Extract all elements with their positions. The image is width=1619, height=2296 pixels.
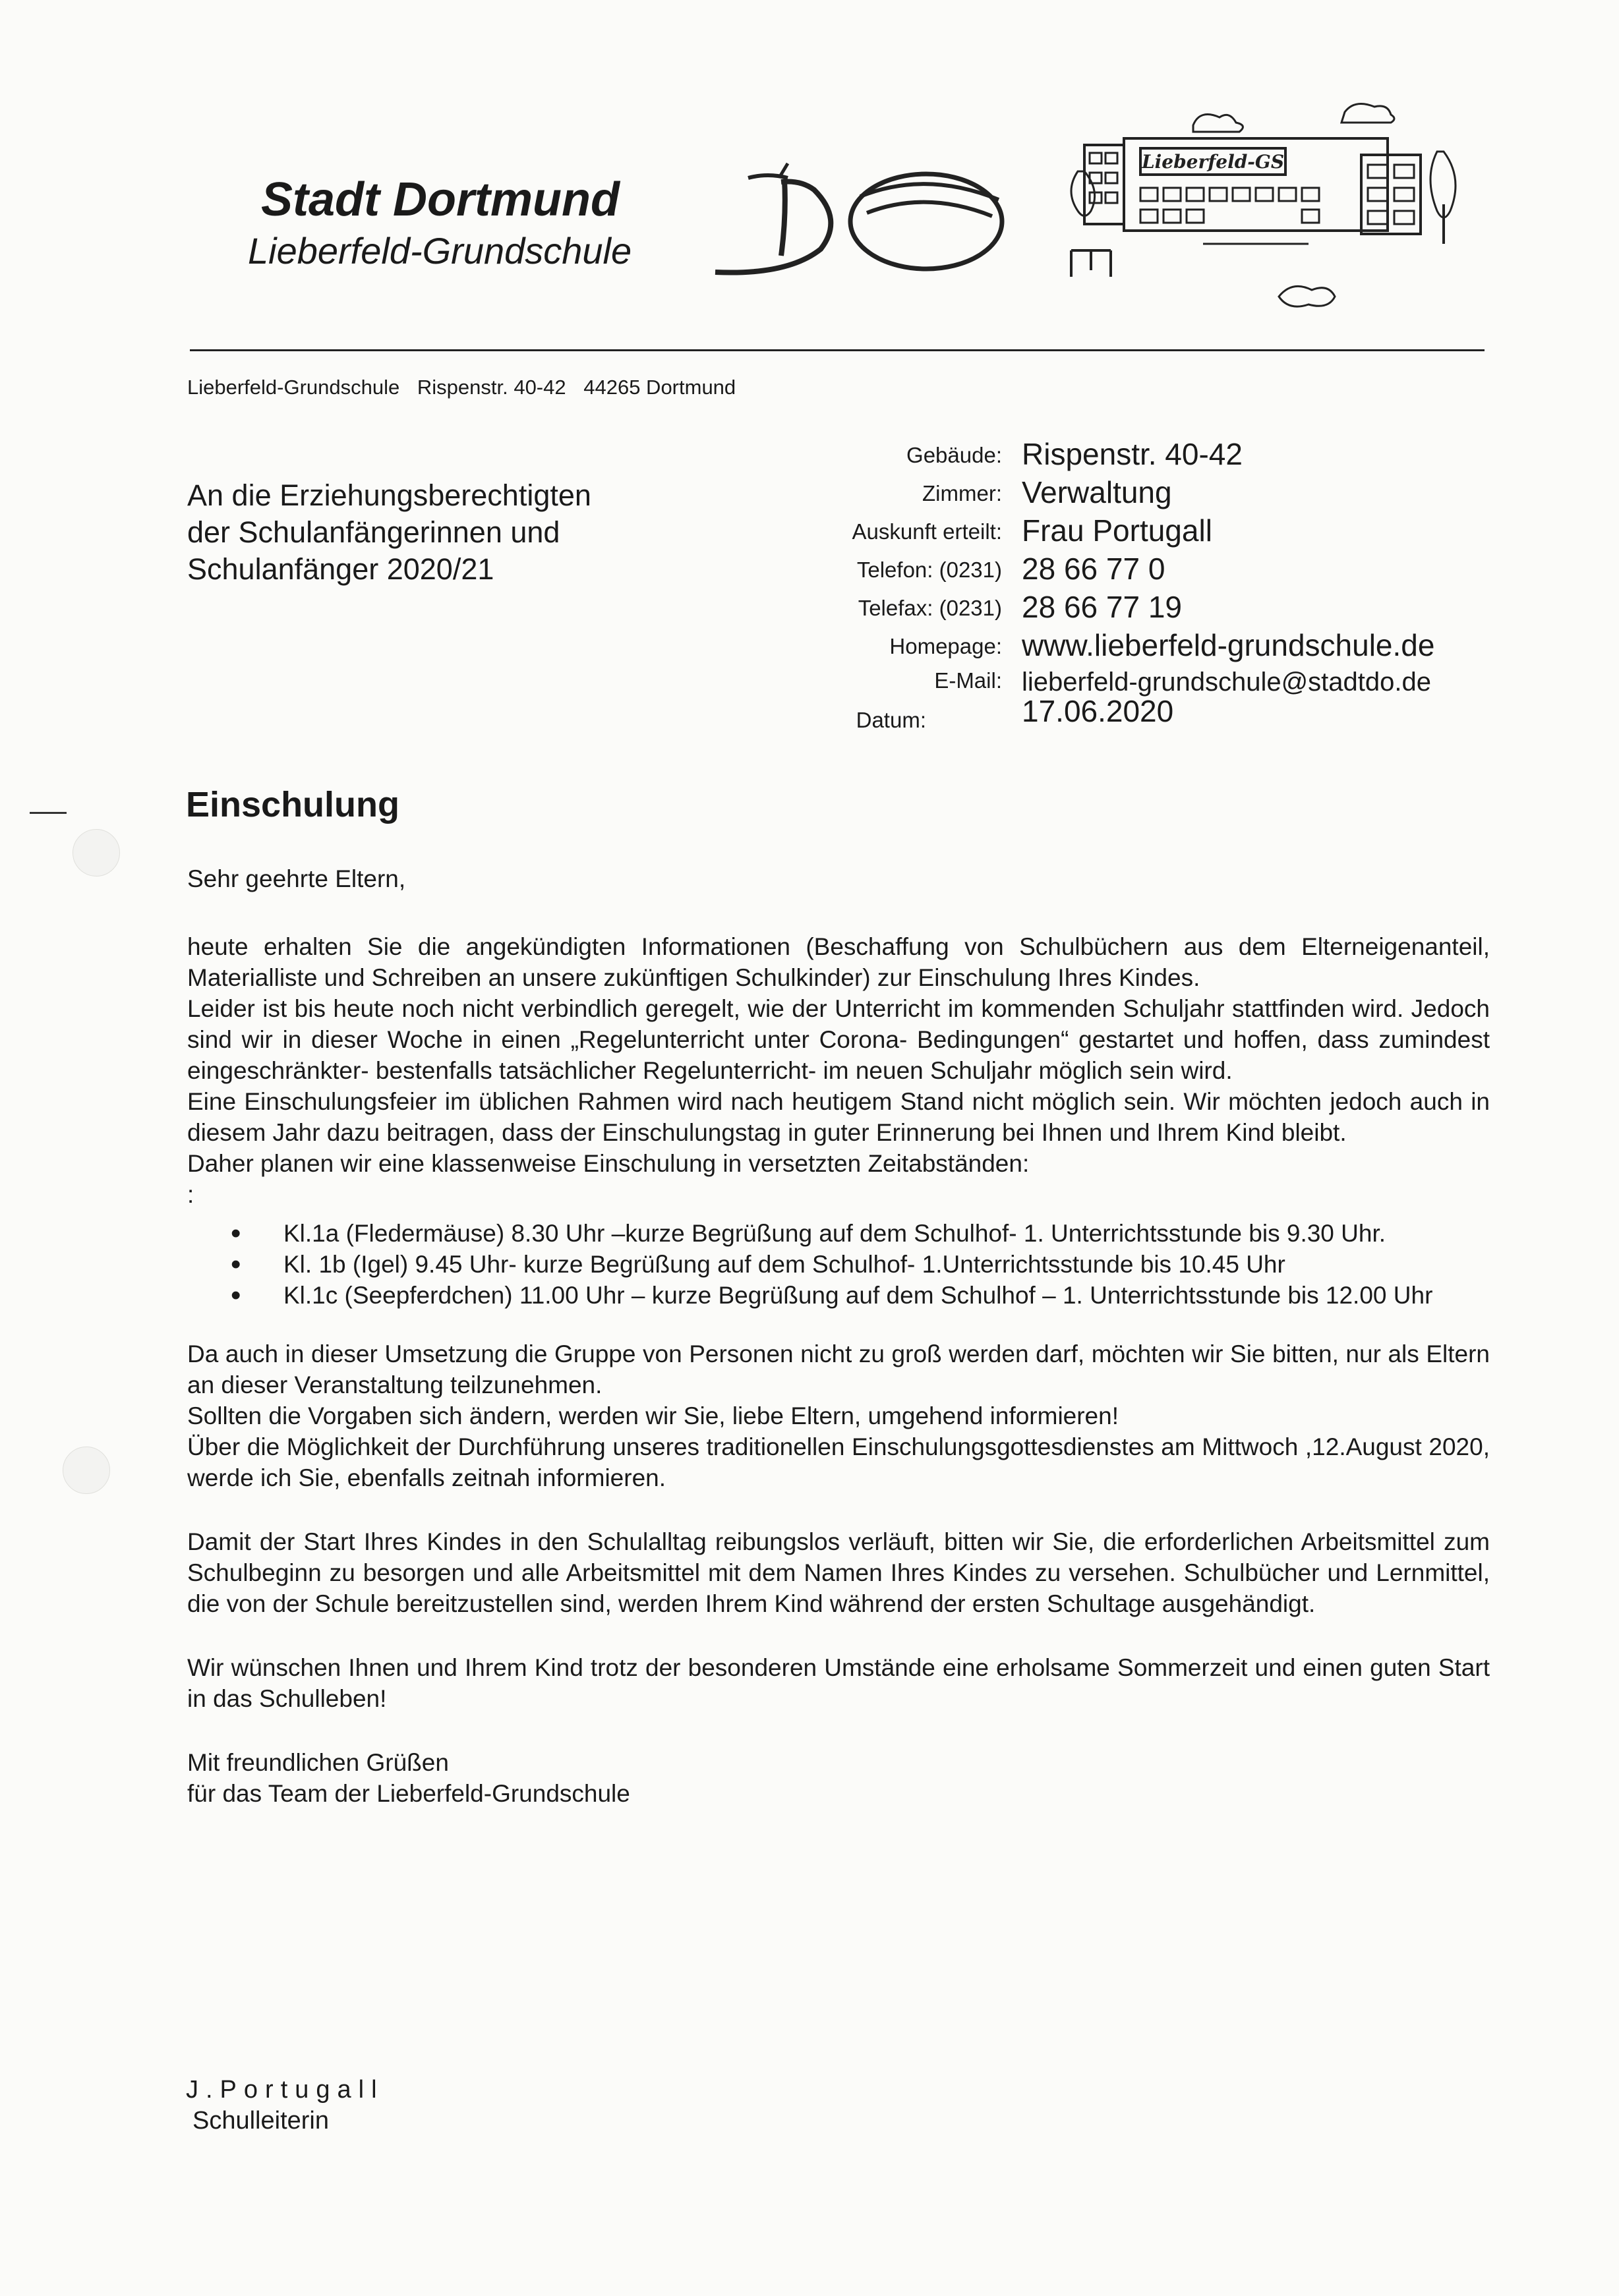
paragraph-6: Sollten die Vorgaben sich ändern, werden wir Sie, liebe Eltern, umgehend informieren! xyxy=(187,1402,1119,1429)
homepage-value[interactable]: www.lieberfeld-grundschule.de xyxy=(1022,628,1435,662)
do-logo xyxy=(709,150,1018,282)
paragraph-9: Wir wünschen Ihnen und Ihrem Kind trotz der besonderen Umstände eine erholsame Sommerzeit und einen guten Start in das Schulleben! xyxy=(187,1654,1490,1712)
telefax-label: Telefax: (0231) xyxy=(858,596,1002,620)
email-label: E-Mail: xyxy=(934,668,1002,693)
city-name: Stadt Dortmund xyxy=(261,173,620,226)
fold-mark xyxy=(30,812,67,814)
datum-value: 17.06.2020 xyxy=(1022,694,1174,728)
paragraph-7: Über die Möglichkeit der Durchführung unseres traditionellen Einschulungsgottesdienstes am Mittwoch ,12.August 2020, werde ich Sie, ebenfalls zeitnah informieren. xyxy=(187,1433,1490,1491)
datum-label: Datum: xyxy=(856,708,926,732)
recipient-line-3: Schulanfänger 2020/21 xyxy=(187,552,494,586)
closing-line-2: für das Team der Lieberfeld-Grundschule xyxy=(187,1780,630,1807)
email-value[interactable]: lieberfeld-grundschule@stadtdo.de xyxy=(1022,668,1431,697)
list-item: • Kl.1a (Fledermäuse) 8.30 Uhr –kurze Begrüßung auf dem Schulhof- 1. Unterrichtsstunde bis 9.30 Uhr. xyxy=(283,1218,1490,1249)
recipient-line-2: der Schulanfängerinnen und xyxy=(187,515,560,549)
paragraph-1: heute erhalten Sie die angekündigten Informationen (Beschaffung von Schulbüchern aus dem Elterneigenanteil, Materialliste und Schreiben an unsere zukünftigen Schulkinder) zur Einschulung Ihres Kindes. xyxy=(187,933,1490,991)
paragraph-3: Eine Einschulungsfeier im üblichen Rahmen wird nach heutigem Stand nicht möglich sein. Wir möchten jedoch auch in diesem Jahr dazu beitragen, dass der Einschulungstag in guter Erinnerung bei Ihnen und Ihrem Kind bleibt. xyxy=(187,1088,1490,1146)
school-name: Lieberfeld-Grundschule xyxy=(248,230,632,272)
signature-role: Schulleiterin xyxy=(192,2107,329,2135)
punch-hole-top xyxy=(73,829,120,876)
info-row-telefax xyxy=(692,592,1483,625)
info-row-homepage xyxy=(692,630,1483,663)
zimmer-label: Zimmer: xyxy=(922,481,1002,505)
info-row-email xyxy=(692,664,1483,697)
salutation: Sehr geehrte Eltern, xyxy=(187,865,406,892)
telefax-value: 28 66 77 19 xyxy=(1022,590,1183,624)
auskunft-label: Auskunft erteilt: xyxy=(852,519,1002,544)
recipient-block xyxy=(187,477,591,588)
paragraph-4: Daher planen wir eine klassenweise Einschulung in versetzten Zeitabständen: xyxy=(187,1150,1030,1177)
letter-body xyxy=(187,863,1490,1809)
list-item: • Kl. 1b (Igel) 9.45 Uhr- kurze Begrüßung auf dem Schulhof- 1.Unterrichtsstunde bis 10.45 Uhr xyxy=(283,1249,1490,1280)
sender-line xyxy=(187,376,736,399)
punch-hole-bottom xyxy=(63,1447,110,1494)
info-row-zimmer xyxy=(692,477,1483,510)
list-item: • Kl.1c (Seepferdchen) 11.00 Uhr – kurze Begrüßung auf dem Schulhof – 1. Unterrichtsstunde bis 12.00 Uhr xyxy=(283,1280,1490,1311)
paragraph-8: Damit der Start Ihres Kindes in den Schulalltag reibungslos verläuft, bitten wir Sie, die erforderlichen Arbeitsmittel zum Schulbeginn zu besorgen und alle Arbeitsmittel mit dem Namen Ihres Kindes zu versehen. Schulbücher und Lernmittel, die von der Schule bereitzustellen sind, werden Ihrem Kind während der ersten Schultage ausgehändigt. xyxy=(187,1528,1490,1617)
closing-line-1: Mit freundlichen Grüßen xyxy=(187,1749,449,1776)
homepage-label: Homepage: xyxy=(889,634,1002,658)
signature-block xyxy=(186,2075,384,2137)
sender-street: Rispenstr. 40-42 xyxy=(417,376,566,399)
gebaeude-value: Rispenstr. 40-42 xyxy=(1022,437,1243,471)
sender-city: 44265 Dortmund xyxy=(583,376,736,399)
info-row-auskunft xyxy=(692,515,1483,548)
class-schedule-list xyxy=(187,1218,1490,1311)
drawing-sign: Lieberfeld-GS xyxy=(1141,151,1285,173)
auskunft-value: Frau Portugall xyxy=(1022,513,1212,548)
paragraph-4-colon: : xyxy=(187,1181,194,1208)
gebaeude-label: Gebäude: xyxy=(906,443,1002,467)
school-building-drawing xyxy=(1051,99,1473,330)
sender-name: Lieberfeld-Grundschule xyxy=(187,376,400,399)
info-row-datum xyxy=(692,694,1483,733)
paragraph-2: Leider ist bis heute noch nicht verbindlich geregelt, wie der Unterricht im kommenden Schuljahr stattfinden wird. Jedoch sind wir in dieser Woche in einen „Regelunterricht unter Corona- Bedingungen“ gestartet und hoffen, dass zumindest eingeschränkter- bestenfalls tatsächlicher Regelunterricht- im neuen Schuljahr möglich sein wird. xyxy=(187,995,1490,1084)
telefon-value: 28 66 77 0 xyxy=(1022,552,1165,586)
header-rule xyxy=(190,349,1485,351)
zimmer-value: Verwaltung xyxy=(1022,475,1172,509)
letter-title: Einschulung xyxy=(186,785,399,824)
info-row-gebaeude xyxy=(692,439,1483,472)
telefon-label: Telefon: (0231) xyxy=(856,558,1002,582)
paragraph-5: Da auch in dieser Umsetzung die Gruppe von Personen nicht zu groß werden darf, möchten wir Sie bitten, nur als Eltern an dieser Veranstaltung teilzunehmen. xyxy=(187,1340,1490,1398)
info-row-telefon xyxy=(692,554,1483,587)
signature-name: J.Portugall xyxy=(186,2076,384,2104)
recipient-line-1: An die Erziehungsberechtigten xyxy=(187,478,591,512)
